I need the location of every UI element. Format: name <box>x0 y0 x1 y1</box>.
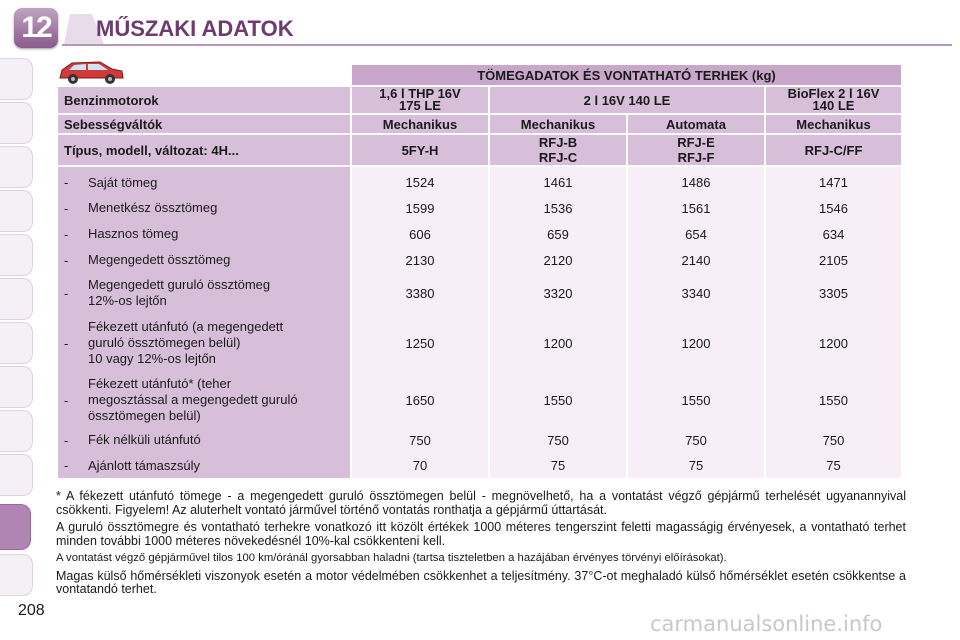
gearbox-cell: Mechanikus <box>352 115 488 133</box>
row-dash: - <box>64 285 69 301</box>
value-cell: 1550 <box>819 392 848 408</box>
speed-note: A vontatást végző gépjárművel tilos 100 km/óránál gyorsabban haladni (tartsa tiszteletben a hazájában érvényes törvényi előírásokat). <box>56 552 727 564</box>
chapter-tab[interactable] <box>0 58 33 100</box>
chapter-tab[interactable] <box>0 410 33 452</box>
row-label <box>58 313 350 373</box>
row-label-line: Megengedett össztömeg <box>88 252 231 267</box>
values-column <box>490 167 626 478</box>
value-cell: 606 <box>409 226 431 242</box>
value-cell: 750 <box>547 432 569 448</box>
row-label <box>58 373 350 427</box>
type-code: RFJ-C/FF <box>804 142 863 158</box>
engine-cell <box>490 87 764 113</box>
values-column <box>628 167 764 478</box>
engine-name: 2 l 16V 140 LE <box>583 92 671 108</box>
row-label-line: 10 vagy 12%-os lejtőn <box>88 351 216 366</box>
engine-name: BioFlex 2 l 16V <box>787 86 880 101</box>
value-cell: 1461 <box>543 175 573 190</box>
type-cell <box>352 135 488 165</box>
value-cell: 1546 <box>819 200 848 216</box>
type-cell <box>628 135 764 165</box>
header-divider <box>62 44 952 46</box>
row-dash: - <box>64 175 69 190</box>
notes <box>56 490 906 601</box>
values-column-inner <box>490 167 626 478</box>
page-title: MŰSZAKI ADATOK <box>96 16 294 41</box>
value-cell: 1550 <box>681 392 711 408</box>
value-cell: 634 <box>822 226 845 242</box>
value-cell: 1550 <box>543 392 573 408</box>
value-cell: 654 <box>685 226 707 242</box>
engine-cell <box>352 87 488 113</box>
value-cell: 2120 <box>543 252 573 268</box>
watermark: carmanualsonline.info <box>650 612 883 636</box>
value-cell: 2105 <box>819 252 848 268</box>
gearbox-cell: Mechanikus <box>766 115 901 133</box>
row-dash: - <box>64 252 69 268</box>
row-dash: - <box>64 335 69 351</box>
type-code: 5FY-H <box>401 142 439 158</box>
type-code: RFJ-F <box>677 150 715 165</box>
value-cell: 750 <box>685 432 707 448</box>
row-label-line: megosztással a megengedett guruló <box>88 392 298 407</box>
row-label <box>58 195 350 221</box>
row-dash: - <box>64 226 69 242</box>
chapter-tab[interactable] <box>0 366 33 408</box>
value-cell: 750 <box>822 432 845 448</box>
value-cell: 3340 <box>681 285 711 301</box>
type-row <box>58 135 901 165</box>
row-label-line: össztömegen belül) <box>88 408 201 423</box>
type-label: Típus, modell, változat: 4H... <box>58 135 350 165</box>
chapter-tab[interactable] <box>0 554 33 596</box>
row-label-text <box>88 175 157 191</box>
engine-power: 140 LE <box>812 98 855 113</box>
row-label-text <box>88 200 217 216</box>
chapter-tab[interactable] <box>0 190 33 232</box>
chapter-tab[interactable] <box>0 146 33 188</box>
chapter-tab-active[interactable] <box>0 504 31 550</box>
type-code: RFJ-B <box>538 135 578 150</box>
row-label-text <box>88 319 283 367</box>
row-dash: - <box>64 432 69 448</box>
value-cell: 70 <box>412 458 428 473</box>
chapter-tab[interactable] <box>0 278 33 320</box>
value-cell: 1561 <box>681 200 711 216</box>
temperature-note: Magas külső hőmérsékleti viszonyok esetén a motor védelmében csökkenhet a teljesítmény. 37°C-ot meghaladó külső hőmérséklet esetén csökkentse a vontatandó terhet. <box>56 568 906 596</box>
row-label-text <box>88 252 230 268</box>
value-cell: 2130 <box>405 252 435 268</box>
row-label-line: Fékezett utánfutó (a megengedett <box>88 319 284 334</box>
row-label <box>58 273 350 313</box>
value-cell: 75 <box>826 458 841 473</box>
value-cell: 1250 <box>405 335 435 351</box>
row-label <box>58 170 350 195</box>
value-cell: 3320 <box>543 285 573 301</box>
engine-label: Benzinmotorok <box>58 87 350 113</box>
row-label-line: guruló össztömegen belül) <box>88 335 241 350</box>
engine-name: 1,6 l THP 16V <box>379 86 461 101</box>
row-label-text <box>88 458 200 474</box>
value-cell: 2140 <box>681 252 711 268</box>
row-dash: - <box>64 458 69 473</box>
value-cell: 1200 <box>681 335 711 351</box>
value-cell: 1200 <box>819 335 848 351</box>
type-cell <box>490 135 626 165</box>
value-cell: 750 <box>409 432 431 448</box>
row-dash: - <box>64 392 69 408</box>
value-cell: 1524 <box>405 175 435 190</box>
table-title-row <box>58 65 901 85</box>
labels-column <box>58 167 350 478</box>
row-label-line: Fék nélküli utánfutó <box>88 432 201 447</box>
values-column-inner <box>352 167 488 478</box>
chapter-badge: 12 <box>14 8 58 48</box>
engine-row <box>58 87 901 113</box>
page-number: 208 <box>18 602 45 619</box>
table-title-spacer <box>58 65 350 85</box>
altitude-note: A guruló össztömegre és vontatható terhekre vonatkozó itt közölt értékek 1000 méteres tengerszint feletti magasságig érvényesek, a vontatható terhet minden további 1000 méteres növekedésnél 10%-kal csökkenteni kell. <box>56 520 906 548</box>
value-cell: 1650 <box>405 392 435 408</box>
chapter-tab[interactable] <box>0 454 33 496</box>
value-cell: 3380 <box>405 285 435 301</box>
row-label-line: Megengedett guruló össztömeg <box>88 277 271 292</box>
engine-power: 175 LE <box>399 98 441 113</box>
footnote: * A fékezett utánfutó tömege - a megengedett guruló össztömegen belül - megnövelhető, ha a vontatást végző gépjármű terhelését ugyanannyival csökkenti. Figyelem! Az aluterhelt vontató járművel történő vontatás ronthatja a gépjármű úttartását. <box>56 489 906 517</box>
value-cell: 75 <box>550 458 566 473</box>
chapter-tab[interactable] <box>0 234 33 276</box>
value-cell: 1471 <box>819 175 848 190</box>
row-label-line: Ajánlott támaszsúly <box>88 457 200 473</box>
values-column-inner <box>628 167 764 478</box>
row-label-text <box>88 376 298 424</box>
value-cell: 1486 <box>681 175 711 190</box>
chapter-tab[interactable] <box>0 102 33 144</box>
row-label <box>58 221 350 247</box>
row-label-text <box>88 432 201 448</box>
gearbox-cell: Mechanikus <box>490 115 626 133</box>
value-cell: 659 <box>547 226 569 242</box>
data-body-row <box>58 167 901 478</box>
chapter-tab[interactable] <box>0 322 33 364</box>
row-label-line: Fékezett utánfutó* (teher <box>88 376 232 391</box>
row-label <box>58 247 350 273</box>
table-title: TÖMEGADATOK ÉS VONTATHATÓ TERHEK (kg) <box>352 65 901 85</box>
row-label-text <box>88 277 270 309</box>
value-cell: 1200 <box>543 335 573 351</box>
value-cell: 1536 <box>543 200 573 216</box>
row-labels-column <box>58 167 350 478</box>
values-column-inner <box>766 167 901 478</box>
value-cell: 3305 <box>819 285 848 301</box>
weights-table <box>56 63 903 480</box>
type-cell <box>766 135 901 165</box>
values-column <box>352 167 488 478</box>
gearbox-label: Sebességváltók <box>58 115 350 133</box>
type-code: RFJ-E <box>677 135 715 150</box>
type-code: RFJ-C <box>538 150 578 165</box>
value-cell: 1599 <box>405 200 435 216</box>
row-label-line: Menetkész össztömeg <box>88 200 218 215</box>
row-label <box>58 427 350 453</box>
row-label-text <box>88 226 178 242</box>
row-dash: - <box>64 200 69 216</box>
gearbox-cell: Automata <box>628 115 764 133</box>
values-column <box>766 167 901 478</box>
row-label-line: 12%-os lejtőn <box>88 293 167 308</box>
value-cell: 75 <box>688 458 704 473</box>
gearbox-row <box>58 115 901 133</box>
row-label <box>58 453 350 478</box>
row-label-line: Saját tömeg <box>88 174 158 190</box>
row-label-line: Hasznos tömeg <box>88 226 179 241</box>
engine-cell <box>766 87 901 113</box>
